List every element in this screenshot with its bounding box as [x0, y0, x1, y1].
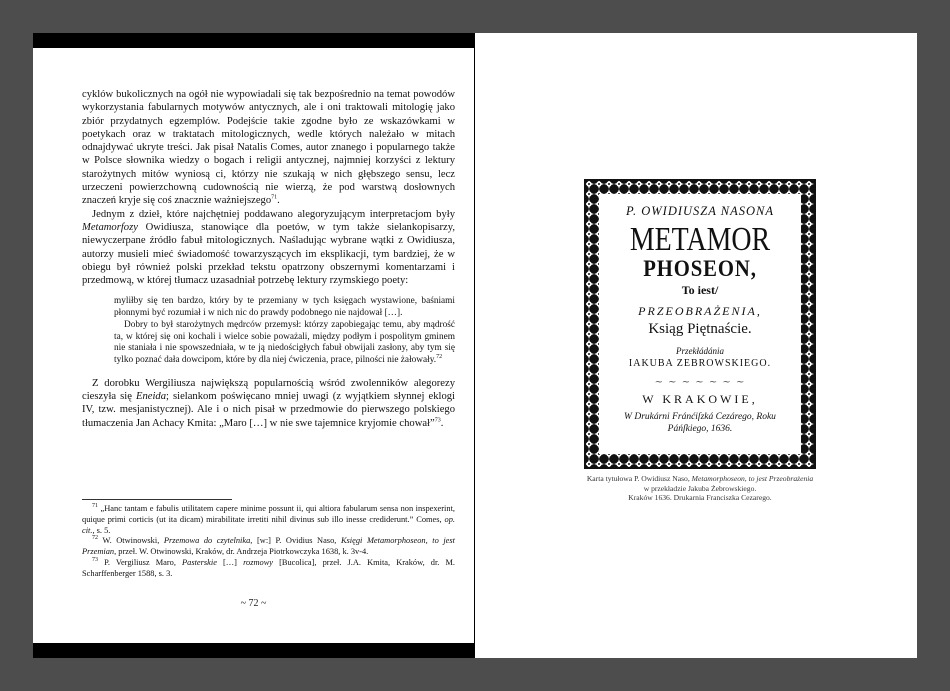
top-edge-bar	[33, 33, 474, 48]
title-author: P. OWIDIUSZA NASONA	[625, 204, 775, 218]
title-toiest: To iest/	[681, 283, 719, 297]
caption-line-1: Karta tytułowa P. Owidiusz Naso, Metamorphoseon, to jest Przeobrażenia	[586, 474, 814, 483]
quote-paragraph-2: Dobry to był starożytnych mędrców przemysł: którzy zapobiegając temu, aby mądrość ta, w której się oni kochali i wielce sobie poważali, między podłym i pospolitym gminem nie staniała i nie spowszedniała, w te ją niedościgłych fabuł obwijali zasłony, aby tym się tylko poznać dała dowcipom, które by dla niej ćwiczenia, prace, pilności nie żałowały.$^{72}$	[114, 319, 455, 365]
title-main-1: METAMOR	[629, 221, 771, 258]
footnote-73: $^{73}$ P. Vergiliusz Maro, Pasterskie […] rozmowy [Bucolica], przeł. J.A. Kmita, Kraków, dr. M. Scharffenberger 1588, s. 3.	[82, 557, 456, 578]
caption-line-2: w przekładzie Jakuba Żebrowskiego.	[643, 483, 757, 493]
title-subtitle: PRZEOBRAŻENIA,	[638, 304, 762, 318]
handwritten-signature: ~ ~ ~ ~ ~ ~ ~	[654, 377, 746, 388]
title-main-2: PHOSEON,	[643, 256, 757, 281]
page-number: ~ 72 ~	[240, 598, 267, 609]
right-page	[475, 33, 917, 658]
title-page-illustration	[584, 179, 816, 469]
footnote-71: $^{71}$ „Hanc tantam e fabulis utilitatem capere minime possunt ii, qui altiora fabularum sensa non inspexerint, quique primi corticis (ut ita dicam) mirabilitate irretiti nihil divinus sub illo inesse crediderunt.” Comes, op. cit., s. 5.	[82, 503, 455, 535]
body-text	[82, 88, 455, 430]
title-books: Ksiąg Piętnaście.	[648, 321, 752, 337]
caption-line-3: Kraków 1636. Drukarnia Franciszka Cezarego.	[628, 493, 772, 502]
title-translation: Przekłádánia	[676, 346, 724, 356]
title-translator: IAKUBA ZEBROWSKIEGO.	[628, 358, 772, 369]
footnote-ref-73[interactable]: 73	[434, 417, 441, 424]
book-spread	[33, 33, 917, 658]
title-printer: W Drukárni Fránćiſzká Cezárego, Roku Páńſkiego, 1636.	[624, 412, 776, 434]
paragraph-3: Z dorobku Wergiliusza największą popularnością wśród zwolenników alegorezy cieszyła się Eneida; sielankom poświęcano mniej uwagi (z wyjątkiem słynnej eklogi IV, tzw. mesjanistycznej). Ale i o nich pisał w przedmowie do pierwszego polskiego tłumaczenia Jan Achacy Kmita: „Maro […] w nie swe tajemnice kryjomie chował”$^{73}$.	[82, 377, 455, 429]
paragraph-1: cyklów bukolicznych na ogół nie wypowiadali się tak bezpośrednio na temat powodów wykorzystania fabularnych motywów antycznych, ale i oni traktowali mitologię jako zbiór przydatnych egzemplów. Podejście takie zgodne było ze wskazówkami w poetykach oraz w traktatach mitologicznych, wedle których należało w mitach odnajdywać ukryte treści. Jak pisał Natalis Comes, autor znanego i popularnego także w Polsce słownika wiedzy o bogach i religii antycznej, najmniej korzyści z lektury starożytnych mitów wyniosą ci, którzy nie szukają w nich głębszego sensu, lecz urzeczeni powierzchowną cudownością nie wierzą, że pod warstwą dosłownych znaczeń kryje się coś znacznie ważniejszego$^{71}$.	[82, 89, 455, 207]
illustration-caption	[555, 474, 845, 503]
paragraph-2: Jednym z dzieł, które najchętniej poddawano alegoryzującym interpretacjom były Metamorfozy Owidiusza, stanowiące dla poetów, w tym także sielankopisarzy, niewyczerpane źródło fabuł mitologicznych. Naśladując wybrane wątki z Owidiusza, autorzy musieli mieć świadomość towarzyszących im eksplikacji, tym bardziej, że w obiegu był również polski przekład tekstu opatrzony obszernymi komentarzami i przedmową, w której tłumacz uzasadniał potrzebę lektury rzymskiego poety:	[82, 208, 455, 287]
footnote-72: $^{72}$ W. Otwinowski, Przemowa do czytelnika, [w:] P. Ovidius Naso, Księgi Metamorphoseon, to jest Przemian, przeł. W. Otwinowski, Kraków, dr. Andrzeja Piotrkowczyka 1638, k. 3v-4.	[82, 535, 455, 557]
footnotes	[82, 499, 455, 580]
title-page	[599, 194, 801, 454]
left-page	[33, 33, 475, 658]
quote-paragraph-1: myliłby się ten bardzo, który by te przemiany w tych księgach wystawione, baśniami płonnymi być rozumiał i w nich nic do prawdy podobnego nie najdował […].	[114, 296, 455, 319]
block-quote	[114, 296, 455, 366]
footnote-ref-72[interactable]: 72	[436, 353, 443, 360]
title-place: W KRAKOWIE,	[642, 392, 758, 406]
footnote-ref-71[interactable]: 71	[271, 194, 278, 201]
bottom-edge-bar	[33, 643, 474, 658]
footnote-rule	[82, 499, 232, 500]
